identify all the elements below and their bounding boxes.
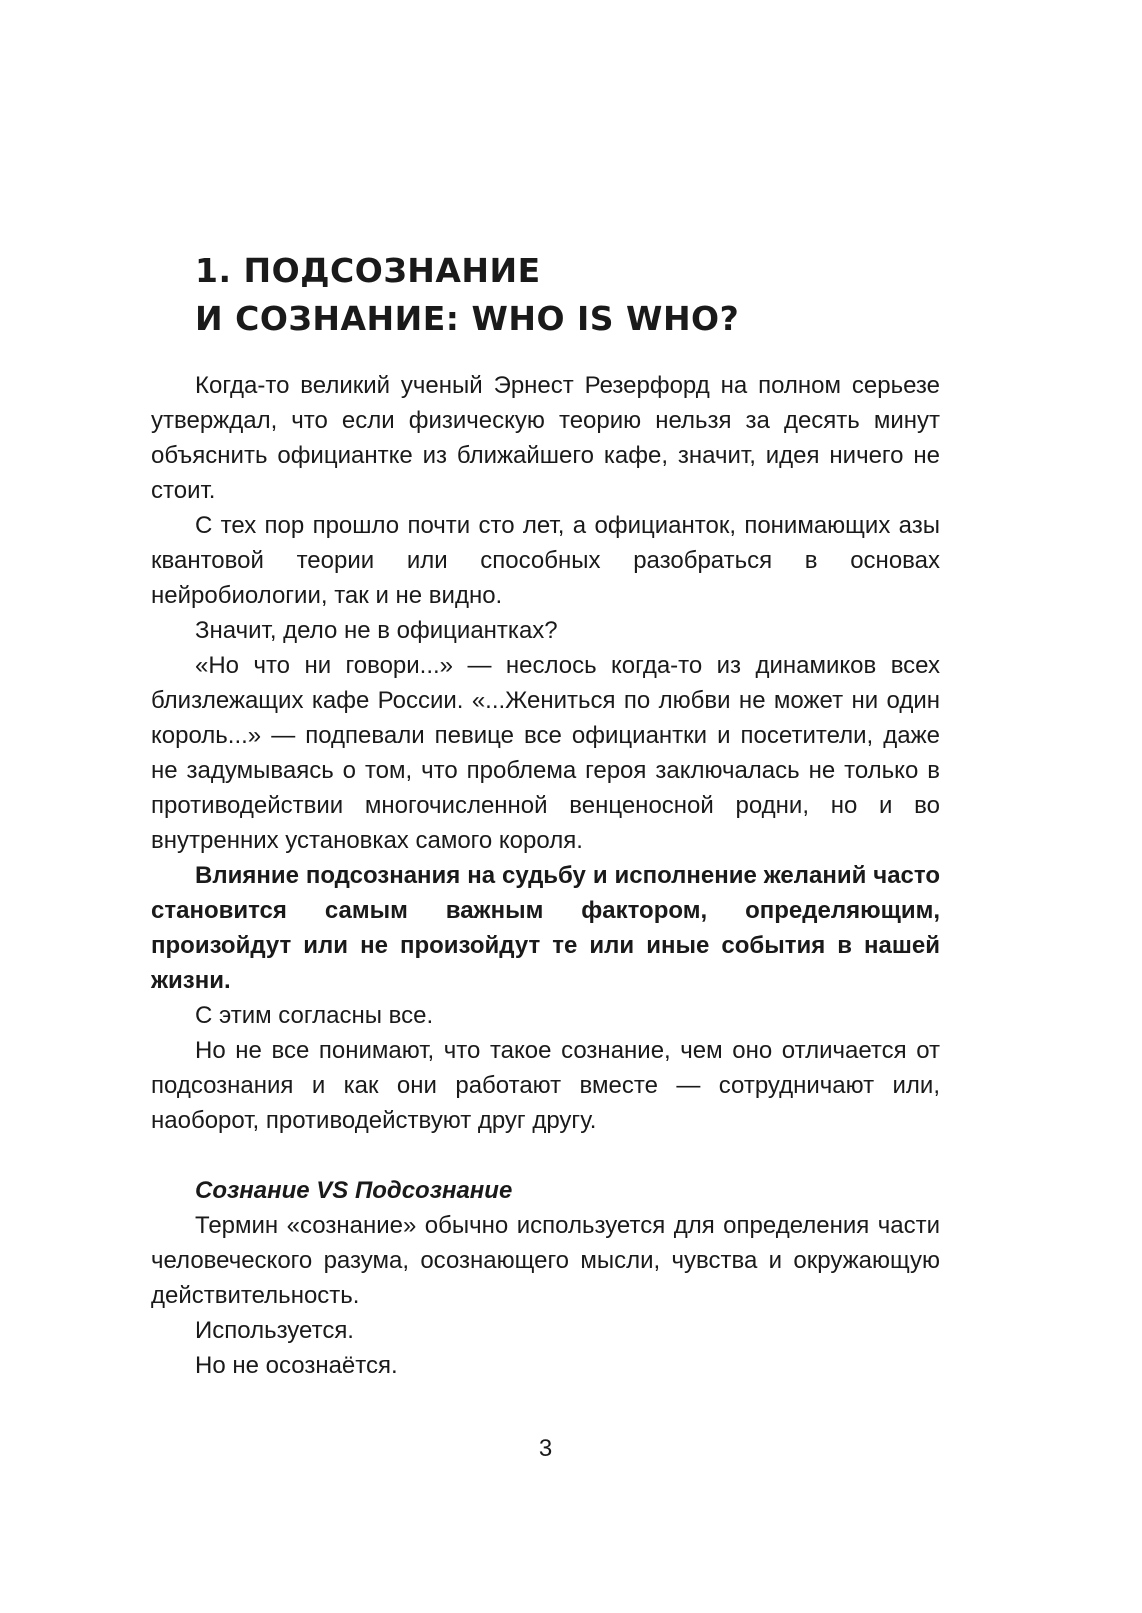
paragraph-used: Используется. (195, 1317, 354, 1344)
chapter-title (195, 247, 739, 343)
paragraph-rutherford: Когда-то великий ученый Эрнест Резерфорд на полном серьезе утверждал, что если физическую теорию нельзя за десять минут объяснить официантке из ближайшего кафе, значит, идея ничего не стоит. (151, 372, 940, 504)
paragraph-understanding: Но не все понимают, что такое сознание, чем оно отличается от подсознания и как они работают вместе — сотрудничают или, наоборот, противодействуют друг другу. (151, 1037, 940, 1134)
book-page (151, 0, 940, 1613)
chapter-title-line-2: И СОЗНАНИЕ: WHO IS WHO? (195, 299, 740, 338)
paragraph-emphasis: Влияние подсознания на судьбу и исполнение желаний часто становится самым важным фактором, определяющим, произойдут или не произойдут те или иные события в нашей жизни. (151, 862, 940, 994)
subsection-heading: Сознание VS Подсознание (195, 1177, 513, 1204)
paragraph-agreement: С этим согласны все. (195, 1002, 434, 1029)
paragraph-hundred-years: С тех пор прошло почти сто лет, а официанток, понимающих азы квантовой теории или способных разобраться в основах нейробиологии, так и не видно. (151, 512, 940, 609)
chapter-title-line-1: 1. ПОДСОЗНАНИЕ (195, 251, 541, 290)
paragraph-waitresses-question: Значит, дело не в официантках? (195, 617, 558, 644)
paragraph-not-realized: Но не осознаётся. (195, 1352, 398, 1379)
page-number: 3 (538, 1435, 553, 1462)
paragraph-term-definition: Термин «сознание» обычно используется для определения части человеческого разума, осознающего мысли, чувства и окружающую действительность. (151, 1212, 940, 1309)
chapter-body (151, 368, 940, 1383)
paragraph-song: «Но что ни говори...» — неслось когда-то из динамиков всех близлежащих кафе России. «...Жениться по любви не может ни один король...» — подпевали певице все официантки и посетители, даже не задумываясь о том, что проблема героя заключалась не только в противодействии многочисленной венценосной родни, но и во внутренних установках самого короля. (151, 652, 940, 854)
